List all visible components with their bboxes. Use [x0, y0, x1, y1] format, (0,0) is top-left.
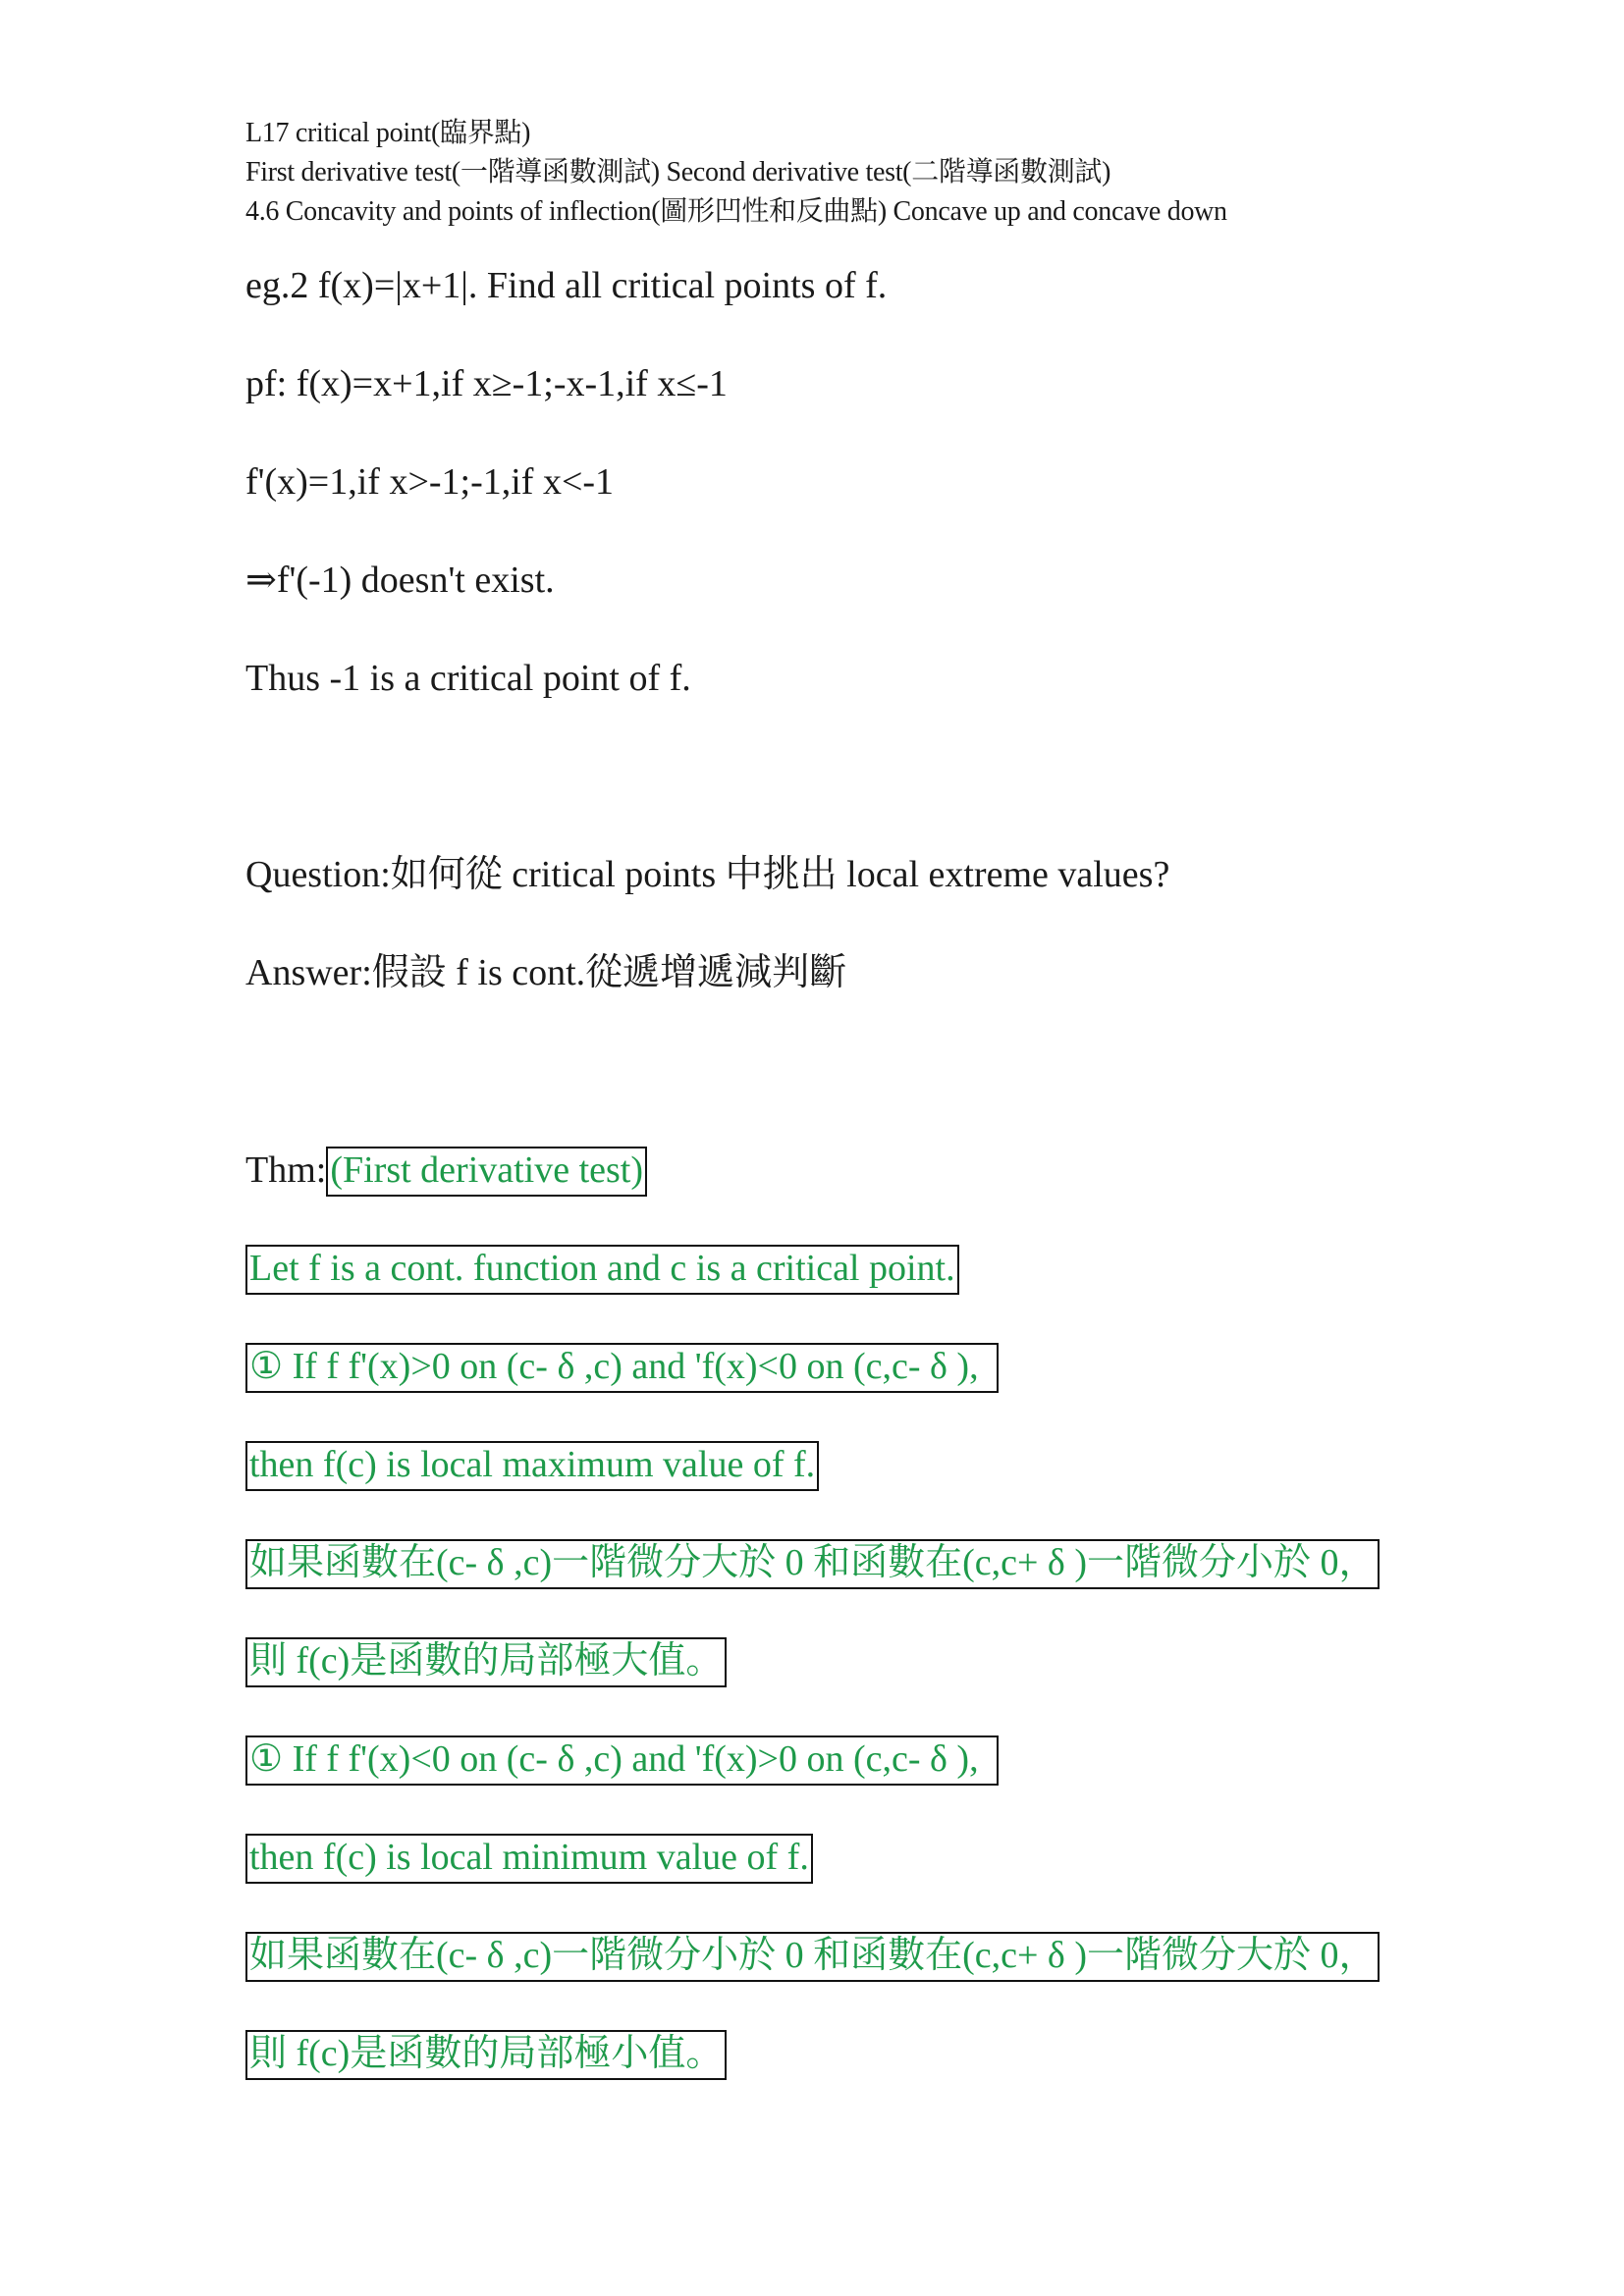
theorem-line-8: [245, 1932, 1380, 1982]
theorem-heading: [245, 1147, 647, 1197]
theorem-title-box: (First derivative test): [326, 1147, 647, 1197]
min-condition-box: ① If f f'(x)<0 on (c- δ ,c) and 'f(x)>0 on (c,c- δ ),: [245, 1735, 999, 1786]
answer-text: Answer:假設 f is cont.從遞增遞減判斷: [245, 952, 847, 993]
theorem-line-4: [245, 1539, 1380, 1589]
question-text: Question:如何從 critical points 中挑出 local extreme values?: [245, 854, 1170, 895]
header-line-tests: First derivative test(一階導函數測試) Second derivative test(二階導函數測試): [245, 157, 1111, 187]
max-condition-zh-box: 如果函數在(c- δ ,c)一階微分大於 0 和函數在(c,c+ δ )一階微分小於 0，: [245, 1539, 1380, 1589]
theorem-line-3: [245, 1441, 819, 1491]
max-conclusion-box: then f(c) is local maximum value of f.: [245, 1441, 819, 1491]
header-line-concavity: 4.6 Concavity and points of inflection(圖形凹性和反曲點) Concave up and concave down: [245, 196, 1227, 227]
derivative-nonexistence: ⇒f'(-1) doesn't exist.: [245, 560, 555, 601]
theorem-line-2: [245, 1343, 999, 1393]
theorem-line-1: [245, 1245, 959, 1295]
proof-piecewise: pf: f(x)=x+1,if x≥-1;-x-1,if x≤-1: [245, 363, 728, 404]
max-conclusion-zh-box: 則 f(c)是函數的局部極大值。: [245, 1637, 727, 1687]
theorem-hypothesis-box: Let f is a cont. function and c is a critical point.: [245, 1245, 959, 1295]
min-conclusion-zh-box: 則 f(c)是函數的局部極小值。: [245, 2030, 727, 2080]
header-line-title: L17 critical point(臨界點): [245, 118, 531, 148]
theorem-line-6: [245, 1735, 999, 1786]
example-conclusion: Thus -1 is a critical point of f.: [245, 658, 691, 699]
theorem-line-7: [245, 1834, 813, 1884]
min-conclusion-box: then f(c) is local minimum value of f.: [245, 1834, 813, 1884]
min-condition-zh-box: 如果函數在(c- δ ,c)一階微分小於 0 和函數在(c,c+ δ )一階微分大於 0，: [245, 1932, 1380, 1982]
theorem-line-9: [245, 2030, 727, 2080]
example-statement: eg.2 f(x)=|x+1|. Find all critical points of f.: [245, 265, 888, 306]
derivative-piecewise: f'(x)=1,if x>-1;-1,if x<-1: [245, 461, 615, 503]
theorem-label: Thm:: [245, 1149, 327, 1191]
max-condition-box: ① If f f'(x)>0 on (c- δ ,c) and 'f(x)<0 on (c,c- δ ),: [245, 1343, 999, 1393]
theorem-line-5: [245, 1637, 727, 1687]
